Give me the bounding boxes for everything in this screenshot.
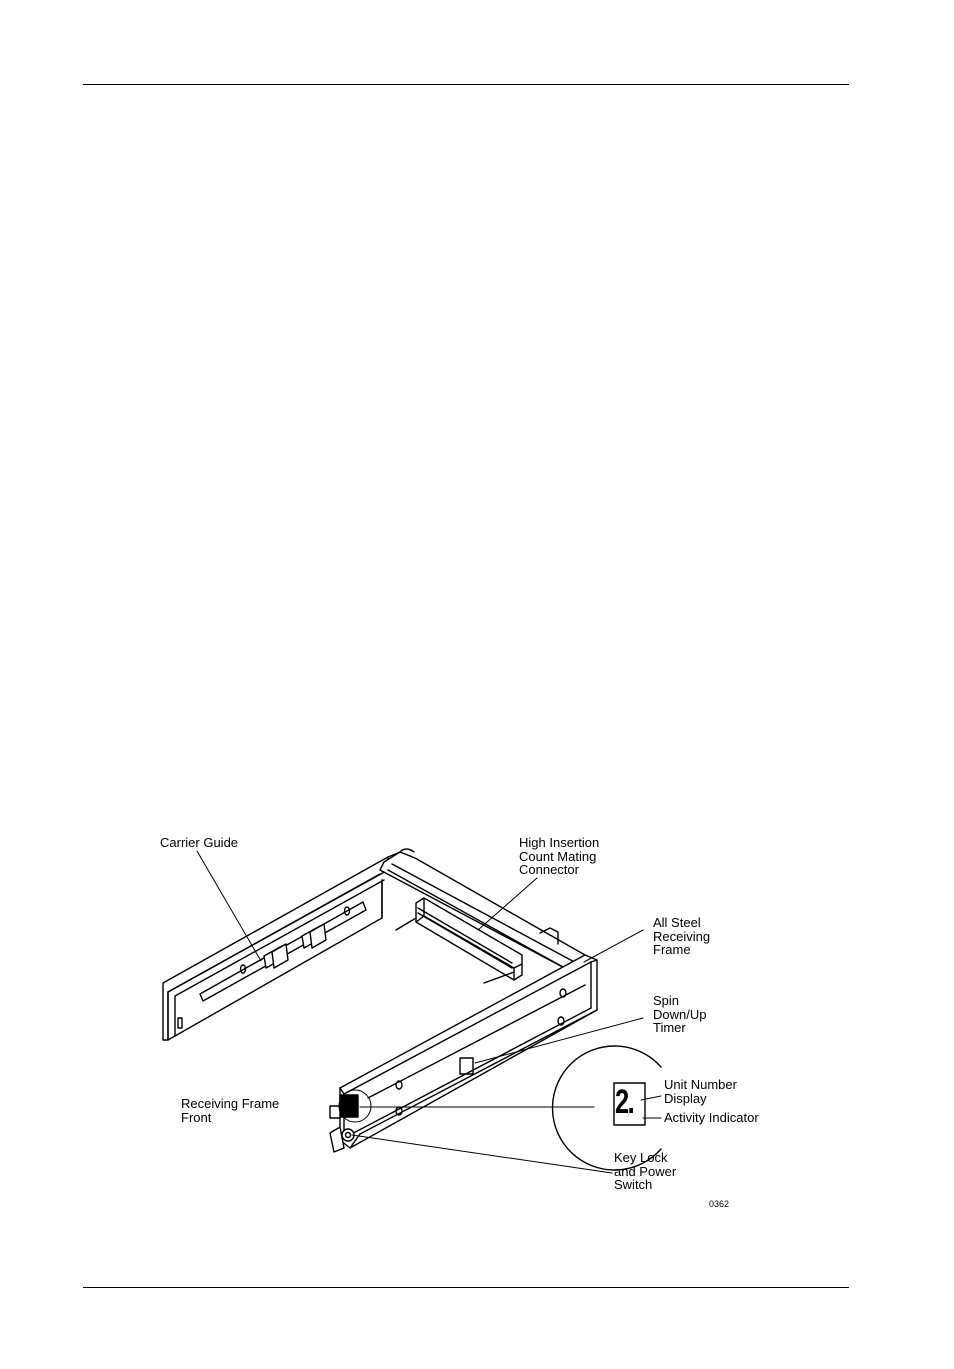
label-carrier-guide: Carrier Guide bbox=[160, 835, 239, 850]
display-digit: 2. bbox=[615, 1083, 634, 1121]
figure-number: 0362 bbox=[709, 1199, 730, 1209]
label-activity-indicator: Activity Indicator bbox=[664, 1110, 759, 1125]
label-receiving-frame-front: Receiving Frame Front bbox=[181, 1096, 280, 1125]
right-rail bbox=[340, 955, 597, 1148]
label-spin-timer: Spin Down/Up Timer bbox=[653, 993, 707, 1035]
label-receiving-frame: All Steel Receiving Frame bbox=[653, 915, 711, 957]
label-key-lock: Key Lock and Power Switch bbox=[614, 1150, 677, 1192]
label-mating-connector: High Insertion Count Mating Connector bbox=[519, 835, 600, 877]
label-unit-number-display: Unit Number Display bbox=[664, 1077, 737, 1106]
